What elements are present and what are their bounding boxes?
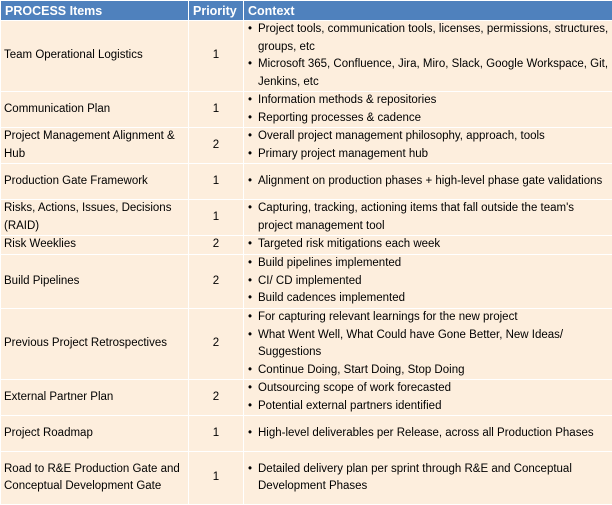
- bullet-icon: •: [248, 380, 252, 398]
- bullet-icon: •: [248, 92, 252, 110]
- context-text: Build pipelines implemented: [258, 257, 401, 269]
- header-process-items: PROCESS Items: [1, 1, 189, 21]
- priority-value: 2: [189, 380, 244, 416]
- bullet-icon: •: [248, 327, 252, 345]
- table-row: [1, 380, 612, 416]
- bullet-icon: •: [248, 290, 252, 308]
- table-row: [1, 92, 612, 128]
- context-text: Detailed delivery plan per sprint through R&E and Conceptual Development Phases: [258, 463, 572, 493]
- priority-value: 2: [189, 236, 244, 255]
- process-item-name: Team Operational Logistics: [1, 21, 189, 92]
- table-row: [1, 255, 612, 309]
- context-text: What Went Well, What Could have Gone Better, New Ideas/ Suggestions: [258, 329, 563, 359]
- context-text: Overall project management philosophy, approach, tools: [258, 130, 545, 142]
- process-item-name: Road to R&E Production Gate and Conceptual Development Gate: [1, 452, 189, 505]
- context-bullet: [248, 461, 610, 496]
- context-text: Capturing, tracking, actioning items that fall outside the team's project management tool: [258, 202, 574, 232]
- table-header: [1, 1, 612, 21]
- context-bullet: [248, 309, 610, 327]
- context-bullet: [248, 327, 610, 362]
- bullet-icon: •: [248, 273, 252, 291]
- context-bullet: [248, 362, 610, 380]
- context-text: Microsoft 365, Confluence, Jira, Miro, Slack, Google Workspace, Git, Jenkins, etc: [258, 58, 608, 88]
- bullet-icon: •: [248, 255, 252, 273]
- context-text: Outsourcing scope of work forecasted: [258, 382, 451, 394]
- table-row: [1, 452, 612, 505]
- priority-value: 1: [189, 92, 244, 128]
- bullet-icon: •: [248, 425, 252, 443]
- process-item-name: Previous Project Retrospectives: [1, 309, 189, 380]
- context-text: Continue Doing, Start Doing, Stop Doing: [258, 364, 464, 376]
- context-bullet: [248, 273, 610, 291]
- context-bullet: [248, 110, 610, 128]
- context-text: Reporting processes & cadence: [258, 112, 421, 124]
- process-item-name: Risks, Actions, Issues, Decisions (RAID): [1, 200, 189, 236]
- context-cell: [244, 380, 612, 416]
- bullet-icon: •: [248, 461, 252, 479]
- context-bullet: [248, 255, 610, 273]
- bullet-icon: •: [248, 309, 252, 327]
- context-cell: [244, 21, 612, 92]
- context-text: High-level deliverables per Release, across all Production Phases: [258, 427, 594, 439]
- process-item-name: Production Gate Framework: [1, 164, 189, 200]
- bullet-icon: •: [248, 110, 252, 128]
- context-bullet: [248, 56, 610, 91]
- bullet-icon: •: [248, 200, 252, 218]
- context-bullet: [248, 21, 610, 56]
- context-text: Potential external partners identified: [258, 400, 441, 412]
- bullet-icon: •: [248, 398, 252, 416]
- context-cell: [244, 236, 612, 255]
- context-cell: [244, 164, 612, 200]
- priority-value: 2: [189, 128, 244, 164]
- priority-value: 1: [189, 164, 244, 200]
- process-item-name: Project Management Alignment & Hub: [1, 128, 189, 164]
- bullet-icon: •: [248, 236, 252, 254]
- bullet-icon: •: [248, 173, 252, 191]
- context-text: Alignment on production phases + high-level phase gate validations: [258, 175, 602, 187]
- context-cell: [244, 309, 612, 380]
- context-text: Information methods & repositories: [258, 94, 436, 106]
- context-bullet: [248, 380, 610, 398]
- table-row: [1, 200, 612, 236]
- table-body: [1, 21, 612, 505]
- context-cell: [244, 128, 612, 164]
- priority-value: 2: [189, 309, 244, 380]
- context-bullet: [248, 92, 610, 110]
- context-bullet: [248, 398, 610, 416]
- context-bullet: [248, 173, 610, 191]
- context-cell: [244, 416, 612, 452]
- bullet-icon: •: [248, 56, 252, 74]
- context-text: Build cadences implemented: [258, 292, 405, 304]
- process-item-name: Project Roadmap: [1, 416, 189, 452]
- context-bullet: [248, 128, 610, 146]
- context-bullet: [248, 290, 610, 308]
- process-item-name: Communication Plan: [1, 92, 189, 128]
- table-row: [1, 164, 612, 200]
- context-text: For capturing relevant learnings for the new project: [258, 311, 518, 323]
- header-priority: Priority: [189, 1, 244, 21]
- context-bullet: [248, 236, 610, 254]
- bullet-icon: •: [248, 146, 252, 164]
- priority-value: 2: [189, 255, 244, 309]
- table-row: [1, 416, 612, 452]
- priority-value: 1: [189, 21, 244, 92]
- context-text: Primary project management hub: [258, 148, 428, 160]
- process-item-name: Build Pipelines: [1, 255, 189, 309]
- context-bullet: [248, 425, 610, 443]
- context-cell: [244, 255, 612, 309]
- table-row: [1, 128, 612, 164]
- context-cell: [244, 200, 612, 236]
- priority-value: 1: [189, 452, 244, 505]
- header-row: [1, 1, 612, 21]
- table-row: [1, 236, 612, 255]
- context-bullet: [248, 146, 610, 164]
- context-text: Project tools, communication tools, licenses, permissions, structures, groups, etc: [258, 23, 608, 53]
- bullet-icon: •: [248, 21, 252, 39]
- table-row: [1, 21, 612, 92]
- context-bullet: [248, 200, 610, 235]
- header-context: Context: [244, 1, 612, 21]
- context-text: CI/ CD implemented: [258, 275, 362, 287]
- process-item-name: Risk Weeklies: [1, 236, 189, 255]
- process-item-name: External Partner Plan: [1, 380, 189, 416]
- bullet-icon: •: [248, 362, 252, 380]
- context-cell: [244, 92, 612, 128]
- table-row: [1, 309, 612, 380]
- priority-value: 1: [189, 416, 244, 452]
- context-cell: [244, 452, 612, 505]
- priority-value: 1: [189, 200, 244, 236]
- bullet-icon: •: [248, 128, 252, 146]
- context-text: Targeted risk mitigations each week: [258, 238, 440, 250]
